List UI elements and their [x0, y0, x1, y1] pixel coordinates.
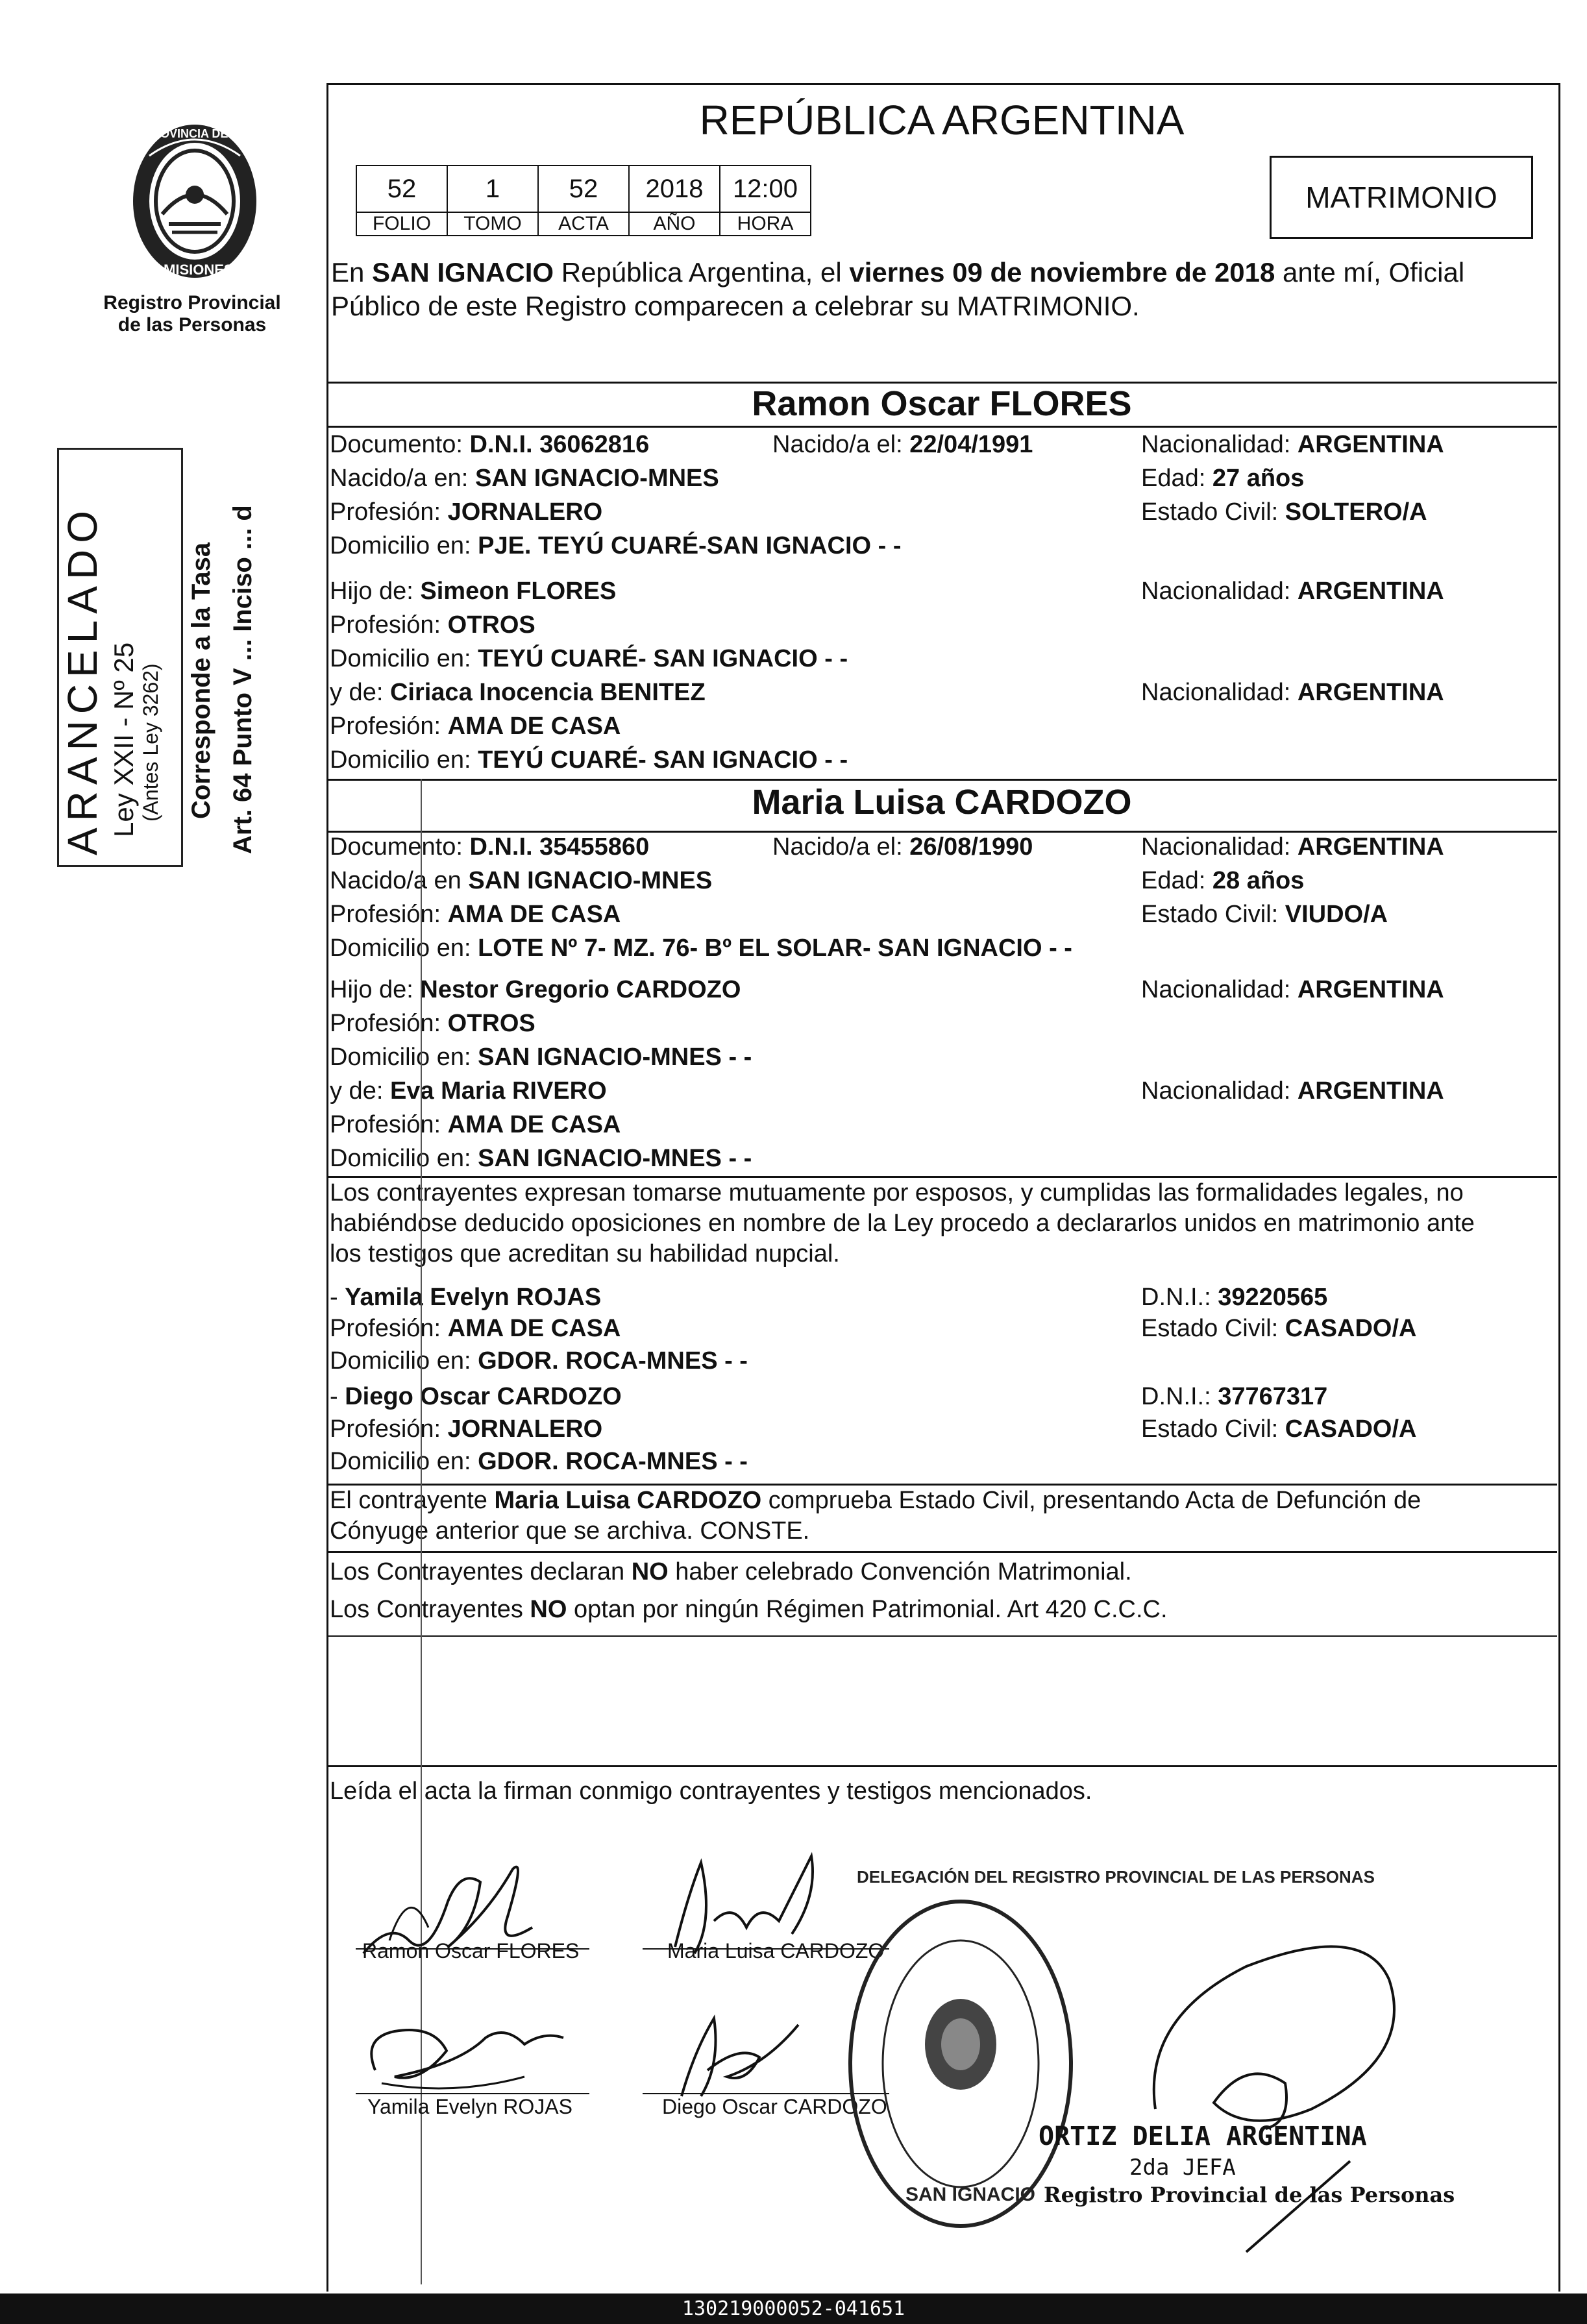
note-text-b: comprueba Estado Civil, presentando Acta de Defunción de — [761, 1487, 1421, 1514]
signature-3-name: Yamila Evelyn ROJAS — [367, 2095, 572, 2118]
label: Domicilio en: — [330, 1044, 471, 1071]
party1-mother-nationality: ARGENTINA — [1297, 679, 1444, 706]
party2-civil-status-row — [1141, 900, 1388, 929]
witness1-civil-status: CASADO/A — [1285, 1315, 1417, 1342]
party1-birthdate: 22/04/1991 — [909, 431, 1033, 458]
intro-text-c: ante mí, Oficial — [1275, 257, 1465, 287]
divider — [326, 1551, 1557, 1553]
party1-father: Simeon FLORES — [420, 578, 617, 605]
tomo-value: 1 — [447, 165, 538, 212]
conv-text-c: optan por ningún Régimen Patrimonial. Art 420 C.C.C. — [567, 1596, 1168, 1623]
party1-father-profession-row — [330, 611, 535, 639]
signature-1-name: Ramon Oscar FLORES — [362, 1939, 580, 1963]
party2-address-row — [330, 934, 1072, 962]
tomo-label: TOMO — [447, 212, 538, 236]
party2-father-profession: OTROS — [447, 1010, 535, 1037]
party2-nationality-row — [1141, 833, 1444, 861]
party2-birthdate-row — [772, 833, 1033, 861]
document-code-bar: 130219000052-041651 — [0, 2293, 1587, 2324]
witness2-address: GDOR. ROCA-MNES - - — [478, 1448, 748, 1475]
conv-no: NO — [530, 1596, 567, 1623]
party2-profession-row — [330, 900, 621, 929]
party1-dni: D.N.I. 36062816 — [469, 431, 650, 458]
label: Nacido/a en: — [330, 465, 469, 492]
note-text-a: El contrayente — [330, 1487, 495, 1514]
convention-line-1 — [330, 1558, 1132, 1586]
page-title: REPÚBLICA ARGENTINA — [699, 97, 1185, 143]
party2-doc-row — [330, 833, 649, 861]
party1-mother-address: TEYÚ CUARÉ- SAN IGNACIO - - — [478, 746, 848, 774]
divider — [326, 779, 1557, 781]
label: - — [330, 1383, 345, 1410]
seal-icon — [110, 117, 279, 286]
label: Edad: — [1141, 867, 1206, 894]
declaration-line-3: los testigos que acreditan su habilidad nupcial. — [330, 1240, 840, 1267]
party1-doc-row — [330, 430, 649, 459]
label: Profesión: — [330, 1415, 441, 1443]
conv-text-a: Los Contrayentes declaran — [330, 1558, 632, 1585]
declaration-line-1: Los contrayentes expresan tomarse mutuamente por esposos, y cumplidas las formalidades legales, no — [330, 1179, 1464, 1206]
party1-birthdate-row — [772, 430, 1033, 459]
intro-line-1 — [331, 257, 1464, 288]
signature-2-name: Maria Luisa CARDOZO — [667, 1939, 885, 1963]
witness2-name-row — [330, 1382, 622, 1411]
party1-address-row — [330, 532, 901, 560]
witness1-address-row — [330, 1347, 748, 1375]
party1-nationality-row — [1141, 430, 1444, 459]
label: Nacionalidad: — [1141, 679, 1291, 706]
witness2-civil-status: CASADO/A — [1285, 1415, 1417, 1443]
label: D.N.I.: — [1141, 1383, 1211, 1410]
arancelado-articulo: Art. 64 Punto V ... Inciso ... d — [228, 505, 257, 854]
official-signature-scribble — [1116, 1914, 1467, 2278]
intro-line-2: Público de este Registro comparecen a celebrar su MATRIMONIO. — [331, 291, 1140, 321]
party2-mother-row — [330, 1077, 607, 1105]
party1-civil-status: SOLTERO/A — [1285, 498, 1427, 526]
label: Domicilio en: — [330, 1145, 471, 1172]
witness1-dni: 39220565 — [1218, 1284, 1328, 1311]
party1-address: PJE. TEYÚ CUARÉ-SAN IGNACIO - - — [478, 532, 902, 559]
label: Nacionalidad: — [1141, 833, 1291, 861]
party2-birthdate: 26/08/1990 — [909, 833, 1033, 861]
stamp-center-text: SAN IGNACIO — [905, 2184, 1036, 2205]
label: Profesión: — [330, 1111, 441, 1138]
party2-profession: AMA DE CASA — [447, 901, 621, 928]
party1-father-profession: OTROS — [447, 611, 535, 639]
witness2-profession: JORNALERO — [447, 1415, 603, 1443]
witness2-address-row — [330, 1447, 748, 1476]
divider — [326, 1635, 1557, 1637]
party2-father-address-row — [330, 1043, 752, 1071]
declaration-line-2: habiéndose deducido oposiciones en nombre de la Ley procedo a declararlos unidos en matrimonio ante — [330, 1210, 1475, 1237]
folio-value: 52 — [356, 165, 447, 212]
conv-no: NO — [631, 1558, 669, 1585]
official-role: 2da JEFA — [1129, 2155, 1236, 2181]
note-name: Maria Luisa CARDOZO — [494, 1487, 762, 1514]
label: Estado Civil: — [1141, 1315, 1279, 1342]
witness1-name-row — [330, 1283, 601, 1312]
label: y de: — [330, 679, 384, 706]
closing-text: Leída el acta la firman conmigo contrayentes y testigos mencionados. — [330, 1778, 1092, 1805]
party2-father-nationality: ARGENTINA — [1297, 976, 1444, 1003]
arancelado-corresponde: Corresponde a la Tasa — [187, 542, 215, 819]
witness2-name: Diego Oscar CARDOZO — [345, 1383, 622, 1410]
intro-city: SAN IGNACIO — [372, 257, 554, 287]
party1-civil-status-row — [1141, 498, 1427, 526]
party2-mother-address: SAN IGNACIO-MNES - - — [478, 1145, 752, 1172]
party1-nationality: ARGENTINA — [1297, 431, 1444, 458]
anio-value: 2018 — [629, 165, 720, 212]
hora-label: HORA — [720, 212, 811, 236]
witness1-profession: AMA DE CASA — [447, 1315, 621, 1342]
label: Estado Civil: — [1141, 1415, 1279, 1443]
party1-birthplace-row — [330, 464, 719, 493]
party1-birthplace: SAN IGNACIO-MNES — [474, 465, 719, 492]
party2-age-row — [1141, 866, 1304, 895]
party1-father-address-row — [330, 644, 848, 673]
party2-mother-nationality: ARGENTINA — [1297, 1077, 1444, 1105]
party1-mother-row — [330, 678, 706, 707]
seal-text-bottom: MISIONES — [164, 262, 234, 278]
party1-father-nationality-row — [1141, 577, 1444, 605]
party2-father-nationality-row — [1141, 975, 1444, 1004]
label: Nacionalidad: — [1141, 578, 1291, 605]
label: - — [330, 1284, 345, 1311]
hora-value: 12:00 — [720, 165, 811, 212]
conv-text-a: Los Contrayentes — [330, 1596, 530, 1623]
signature-3-scribble — [356, 1999, 576, 2103]
intro-text-a: En — [331, 257, 373, 287]
party1-father-nationality: ARGENTINA — [1297, 578, 1444, 605]
party1-name: Ramon Oscar FLORES — [752, 384, 1132, 423]
label: D.N.I.: — [1141, 1284, 1211, 1311]
witness1-dni-row — [1141, 1283, 1327, 1312]
party1-profession-row — [330, 498, 602, 526]
label: Domicilio en: — [330, 746, 471, 774]
label: Profesión: — [330, 901, 441, 928]
label: Domicilio en: — [330, 645, 471, 672]
label: Profesión: — [330, 713, 441, 740]
label: Profesión: — [330, 1010, 441, 1037]
label: Estado Civil: — [1141, 901, 1279, 928]
party2-father-row — [330, 975, 741, 1004]
signature-4-name: Diego Oscar CARDOZO — [662, 2095, 887, 2118]
party1-mother-profession: AMA DE CASA — [447, 713, 621, 740]
party2-birthplace: SAN IGNACIO-MNES — [468, 867, 713, 894]
intro-date: viernes 09 de noviembre de 2018 — [849, 257, 1275, 287]
party2-father-profession-row — [330, 1009, 535, 1038]
label: Nacido/a el: — [772, 833, 903, 861]
official-name: ORTIZ DELIA ARGENTINA — [1039, 2122, 1367, 2151]
label: Nacionalidad: — [1141, 1077, 1291, 1105]
stamp-ring-text: DELEGACIÓN DEL REGISTRO PROVINCIAL DE LAS PERSONAS — [857, 1867, 1375, 1887]
label: y de: — [330, 1077, 384, 1105]
label: Edad: — [1141, 465, 1206, 492]
acta-value: 52 — [538, 165, 629, 212]
party2-name: Maria Luisa CARDOZO — [752, 783, 1132, 822]
org-line-2: de las Personas — [117, 314, 267, 336]
label: Documento: — [330, 431, 463, 458]
label: Profesión: — [330, 498, 441, 526]
seal-text-top: PROVINCIA DE — [144, 127, 228, 140]
party1-age: 27 años — [1212, 465, 1305, 492]
label: Hijo de: — [330, 578, 413, 605]
party2-address: LOTE Nº 7- MZ. 76- Bº EL SOLAR- SAN IGNACIO - - — [478, 935, 1072, 962]
conv-text-c: haber celebrado Convención Matrimonial. — [668, 1558, 1132, 1585]
org-line-1: Registro Provincial — [103, 292, 281, 313]
witness1-profession-row — [330, 1314, 621, 1343]
witness2-profession-row — [330, 1415, 602, 1443]
anio-label: AÑO — [629, 212, 720, 236]
signature-3-line — [356, 2093, 589, 2094]
arancelado-title: ARANCELADO — [59, 504, 106, 855]
note-civil-line-2: Cónyuge anterior que se archiva. CONSTE. — [330, 1517, 810, 1545]
party2-nationality: ARGENTINA — [1297, 833, 1444, 861]
party2-mother-profession: AMA DE CASA — [447, 1111, 621, 1138]
witness1-civil-row — [1141, 1314, 1416, 1343]
note-civil-line-1 — [330, 1486, 1421, 1515]
arancelado-law: Ley XXII - Nº 25 — [108, 642, 139, 837]
province-seal-logo — [110, 117, 279, 286]
label: Estado Civil: — [1141, 498, 1279, 526]
party2-father: Nestor Gregorio CARDOZO — [420, 976, 741, 1003]
label: Nacionalidad: — [1141, 976, 1291, 1003]
divider — [326, 1484, 1557, 1486]
party1-mother-profession-row — [330, 712, 621, 740]
label: Domicilio en: — [330, 1448, 471, 1475]
witness2-dni: 37767317 — [1218, 1383, 1328, 1410]
party2-birthplace-row — [330, 866, 712, 895]
arancelado-law-prev: (Antes Ley 3262) — [139, 663, 162, 822]
official-org: Registro Provincial de las Personas — [1044, 2183, 1455, 2207]
convention-line-2 — [330, 1595, 1168, 1624]
party2-age: 28 años — [1212, 867, 1305, 894]
party1-mother: Ciriaca Inocencia BENITEZ — [389, 679, 706, 706]
party2-dni: D.N.I. 35455860 — [469, 833, 650, 861]
witness2-civil-row — [1141, 1415, 1416, 1443]
party1-age-row — [1141, 464, 1304, 493]
party2-mother-address-row — [330, 1144, 752, 1173]
intro-text-b: República Argentina, el — [554, 257, 850, 287]
acta-label: ACTA — [538, 212, 629, 236]
party2-mother-profession-row — [330, 1110, 621, 1139]
party2-civil-status: VIUDO/A — [1285, 901, 1388, 928]
party1-mother-nationality-row — [1141, 678, 1444, 707]
registry-table — [356, 165, 811, 236]
divider — [326, 1176, 1557, 1178]
party1-father-address: TEYÚ CUARÉ- SAN IGNACIO - - — [478, 645, 848, 672]
witness1-address: GDOR. ROCA-MNES - - — [478, 1347, 748, 1375]
label: Profesión: — [330, 1315, 441, 1342]
witness1-name: Yamila Evelyn ROJAS — [345, 1284, 602, 1311]
label: Documento: — [330, 833, 463, 861]
party2-father-address: SAN IGNACIO-MNES - - — [478, 1044, 752, 1071]
folio-label: FOLIO — [356, 212, 447, 236]
label: Domicilio en: — [330, 1347, 471, 1375]
label: Domicilio en: — [330, 532, 471, 559]
label: Nacido/a en — [330, 867, 461, 894]
party1-profession: JORNALERO — [447, 498, 603, 526]
party1-father-row — [330, 577, 616, 605]
party2-mother-nationality-row — [1141, 1077, 1444, 1105]
party1-mother-address-row — [330, 746, 848, 774]
act-type-box: MATRIMONIO — [1270, 156, 1533, 239]
divider — [326, 426, 1557, 428]
label: Hijo de: — [330, 976, 413, 1003]
label: Profesión: — [330, 611, 441, 639]
label: Nacido/a el: — [772, 431, 903, 458]
divider — [326, 1765, 1557, 1767]
label: Nacionalidad: — [1141, 431, 1291, 458]
label: Domicilio en: — [330, 935, 471, 962]
witness2-dni-row — [1141, 1382, 1327, 1411]
party2-mother: Eva Maria RIVERO — [389, 1077, 607, 1105]
